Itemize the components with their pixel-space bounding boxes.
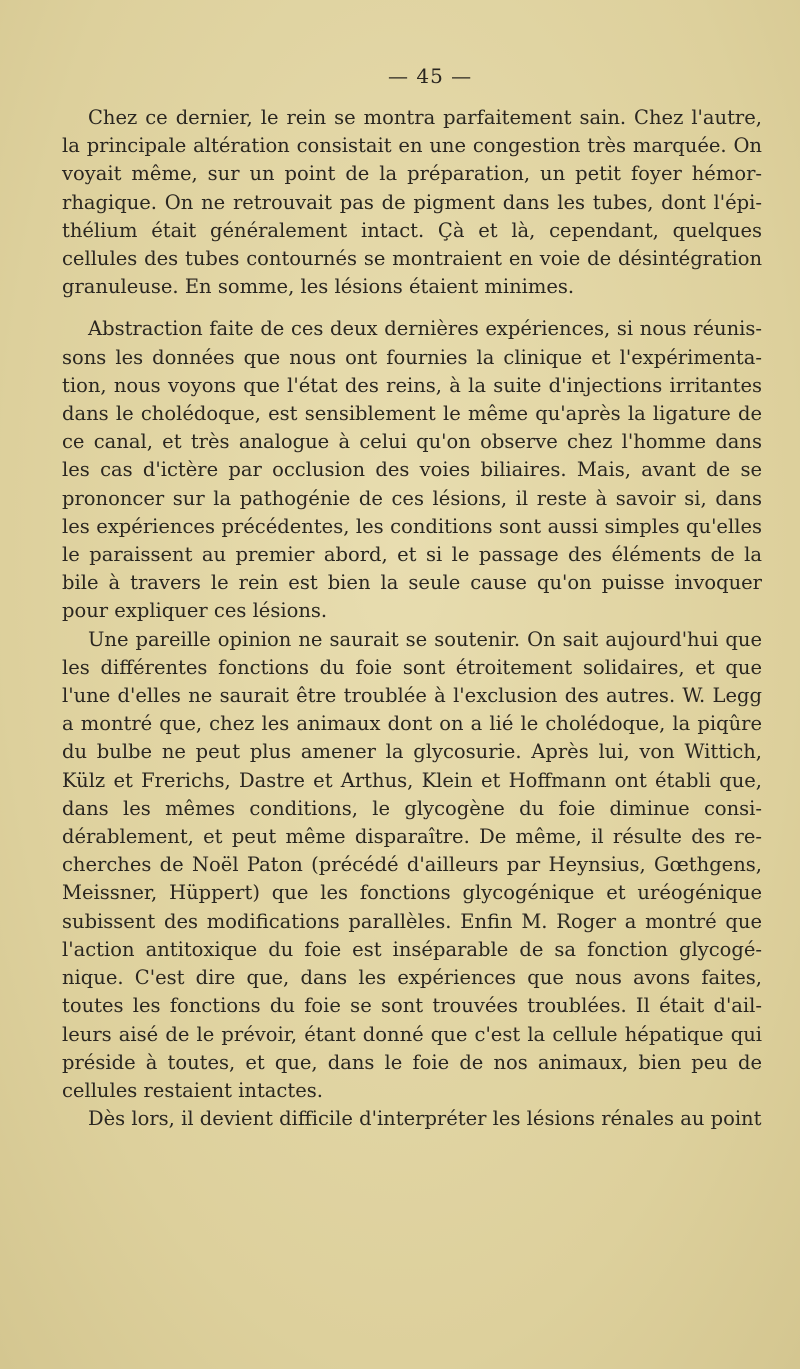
paragraph-3: Une pareille opinion ne saurait se soutenir. On sait aujourd'hui que les différentes fonctions du foie sont étroitement solidaires, et que l'une d'elles ne saurait être troublée à l'exclusion des autres. W. Legg a montré que, chez les animaux dont on a lié le cholédoque, la piqûre du bulbe ne peut plus amener la glycosurie. Après lui, von Wittich, Külz et Frerichs, Dastre et Arthus, Klein et Hoffmann ont établi que, dans les mêmes conditions, le glycogène du foie diminue considérablement, et peut même disparaître. De même, il résulte des recherches de Noël Paton (précédé d'ailleurs par Heynsius, Gœthgens, Meissner, Hüppert) que les fonctions glycogénique et uréogénique subissent des modifications parallèles. Enfin M. Roger a montré que l'action antitoxique du foie est inséparable de sa fonction glycogénique. C'est dire que, dans les expériences que nous avons faites, toutes les fonctions du foie se sont trouvées troublées. Il était d'ailleurs aisé de le prévoir, étant donné que c'est la cellule hépatique qui préside à toutes, et que, dans le foie de nos animaux, bien peu de cellules restaient intactes.	[62, 627, 762, 1102]
body-text	[62, 104, 762, 1133]
paragraph-2: Abstraction faite de ces deux dernières expériences, si nous réunissons les données que nous ont fournies la clinique et l'expérimentation, nous voyons que l'état des reins, à la suite d'injections irritantes dans le cholédoque, est sensiblement le même qu'après la ligature de ce canal, et très analogue à celui qu'on observe chez l'homme dans les cas d'ictère par occlusion des voies biliaires. Mais, avant de se prononcer sur la pathogénie de ces lésions, il reste à savoir si, dans les expériences précédentes, les conditions sont aussi simples qu'elles le paraissent au premier abord, et si le passage des éléments de la bile à travers le rein est bien la seule cause qu'on puisse invoquer pour expliquer ces lésions.	[62, 317, 762, 623]
paragraph-1: Chez ce dernier, le rein se montra parfaitement sain. Chez l'autre, la principale altération consistait en une congestion très marquée. On voyait même, sur un point de la préparation, un petit foyer hémorrhagique. On ne retrouvait pas de pigment dans les tubes, dont l'épithélium était généralement intact. Çà et là, cependant, quelques cellules des tubes contournés se montraient en voie de désintégration granuleuse. En somme, les lésions étaient minimes.	[62, 106, 762, 299]
page-number: — 45 —	[388, 64, 473, 88]
paragraph-4: Dès lors, il devient difficile d'interpréter les lésions rénales au point	[88, 1107, 762, 1131]
